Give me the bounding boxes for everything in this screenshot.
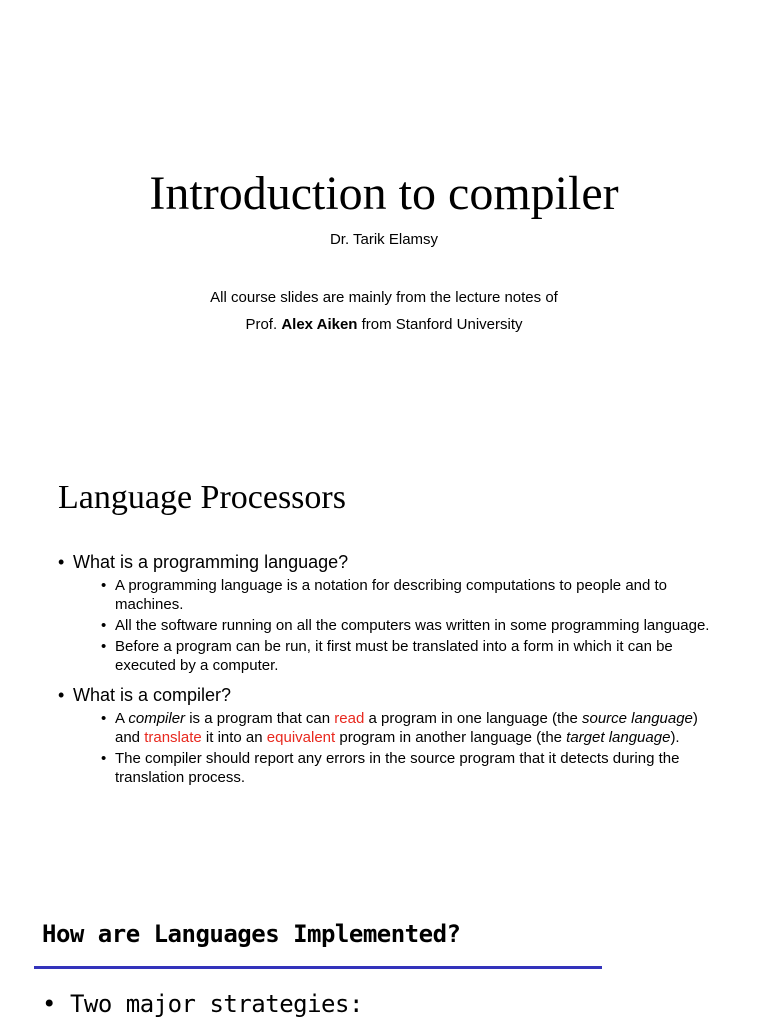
slide-title: Introduction to compiler xyxy=(149,167,619,220)
note-suffix: from Stanford University xyxy=(357,316,523,333)
sub-bullet-compiler-definition xyxy=(101,709,718,747)
sub-bullet: • A programming language is a notation for describing computations to people and to machines. xyxy=(101,576,718,614)
term-target-language: target language xyxy=(566,729,671,746)
text-run: is a program that can xyxy=(185,710,335,727)
text-run: ) and xyxy=(115,710,698,746)
text-run: a program in one language (the xyxy=(364,710,582,727)
text-run: it into an xyxy=(201,729,267,746)
bullet-dot-icon: • xyxy=(42,990,56,1018)
bullet-strategies xyxy=(42,988,363,1020)
bullet-question-2: • What is a compiler? xyxy=(58,683,718,707)
text-run: ). xyxy=(670,729,680,746)
bullet-text: Two major strategies: xyxy=(69,990,363,1018)
text-run: A xyxy=(115,710,129,727)
source-note-line1: All course slides are mainly from the lecture notes of xyxy=(210,289,558,306)
author-name: Dr. Tarik Elamsy xyxy=(329,231,439,248)
source-note-line2 xyxy=(0,311,768,338)
title-slide xyxy=(0,0,768,432)
language-processors-slide xyxy=(0,432,768,864)
highlight-read: read xyxy=(334,710,365,727)
slide-content xyxy=(58,550,718,787)
highlight-equivalent: equivalent xyxy=(266,729,336,746)
note-prefix: Prof. xyxy=(245,316,282,333)
highlight-translate: translate xyxy=(144,729,202,746)
bullet-question-1: • What is a programming language? xyxy=(58,550,718,574)
slide-title: How are Languages Implemented? xyxy=(42,920,461,948)
sub-bullet: • All the software running on all the computers was written in some programming language. xyxy=(101,616,718,635)
term-source-language: source language xyxy=(581,710,693,727)
text-run: program in another language (the xyxy=(335,729,567,746)
sub-bullet: • Before a program can be run, it first must be translated into a form in which it can be executed by a computer. xyxy=(101,637,718,675)
professor-name: Alex Aiken xyxy=(281,316,358,333)
implementation-slide xyxy=(0,864,768,1024)
title-underline xyxy=(34,966,602,969)
sub-bullet: • The compiler should report any errors in the source program that it detects during the translation process. xyxy=(101,749,718,787)
term-compiler: compiler xyxy=(128,710,186,727)
slide-title: Language Processors xyxy=(58,479,346,516)
source-note xyxy=(0,284,768,338)
